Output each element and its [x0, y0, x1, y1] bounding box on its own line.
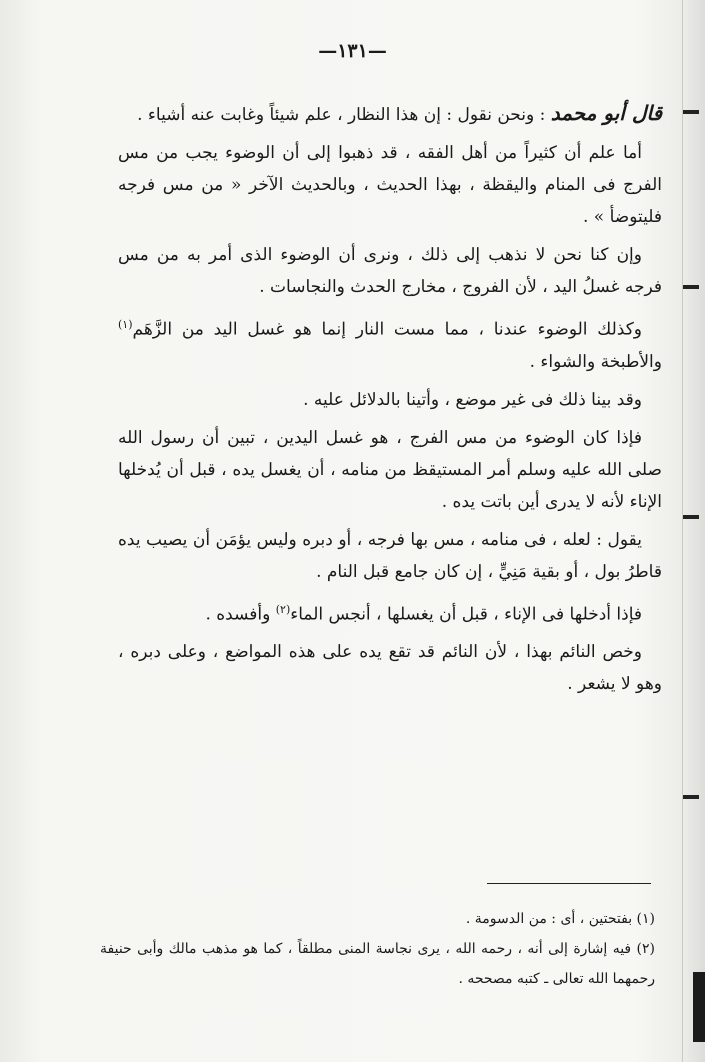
- edge-mark: [683, 110, 699, 114]
- paragraph: [118, 97, 662, 131]
- paragraph: وقد بينا ذلك فى غير موضع ، وأتينا بالدلائل عليه .: [303, 389, 642, 410]
- footnote-separator: [487, 883, 651, 884]
- footnote: (١) بفتحتين ، أى : من الدسومة .: [465, 911, 655, 927]
- footnote: (٢) فيه إشارة إلى أنه ، رحمه الله ، يرى نجاسة المنى مطلقاً ، كما هو مذهب مالك وأبى حنيفة رحمهما الله تعالى ـ كتبه مصححه .: [100, 941, 655, 987]
- edge-mark: [683, 795, 699, 799]
- paragraph: وإن كنا نحن لا نذهب إلى ذلك ، ونرى أن الوضوء الذى أمر به من مس فرجه غسلُ اليد ، لأن الفروج ، مخارج الحدث والنجاسات .: [118, 245, 662, 297]
- paragraph-text: : ونحن نقول : إن هذا النظار ، علم شيئاً وغابت عنه أشياء .: [137, 105, 551, 125]
- paragraph: يقول : لعله ، فى منامه ، مس بها فرجه ، أو دبره وليس يؤمَن أن يصيب يده قاطرُ بول ، أو بقية مَنِيٍّ ، إن كان جامع قبل النام .: [118, 529, 662, 582]
- footnote-ref[interactable]: (١): [118, 318, 133, 331]
- paragraph-text: وأفسده .: [205, 604, 276, 625]
- paragraph-text: وكذلك الوضوء عندنا ، مما مست النار إنما هو غسل اليد من الزَّهَم: [132, 319, 642, 340]
- edge-mark: [683, 515, 699, 519]
- paragraph: أما علم أن كثيراً من أهل الفقه ، قد ذهبوا إلى أن الوضوء يجب من مس الفرج فى المنام واليقظة ، بهذا الحديث ، وبالحديث الآخر « من مس فرجه فليتوضأ » .: [118, 143, 662, 227]
- page-number: —١٣١—: [318, 40, 387, 62]
- edge-mark: [683, 285, 699, 289]
- speaker-label: قال أبو محمد: [550, 101, 662, 125]
- paragraph: فإذا كان الوضوء من مس الفرج ، هو غسل اليدين ، تبين أن رسول الله صلى الله عليه وسلم أمر المستيقظ من منامه ، أن يغسل يده ، قبل أن يُدخلها الإناء لأنه لا يدرى أين باتت يده .: [118, 427, 662, 512]
- paragraph: [118, 594, 662, 631]
- footnotes: [100, 904, 655, 994]
- page-edge: [682, 0, 705, 1062]
- paragraph: وخص النائم بهذا ، لأن النائم قد تقع يده على هذه المواضع ، وعلى دبره ، وهو لا يشعر .: [118, 642, 662, 695]
- paragraph: [118, 309, 662, 378]
- main-text: [118, 97, 662, 706]
- footnote-ref[interactable]: (٢): [275, 602, 291, 616]
- paragraph-text: والأطبخة والشواء .: [529, 351, 662, 372]
- paragraph-text: فإذا أدخلها فى الإناء ، قبل أن يغسلها ، أنجس الماء: [290, 604, 642, 625]
- edge-blot: [693, 972, 705, 1042]
